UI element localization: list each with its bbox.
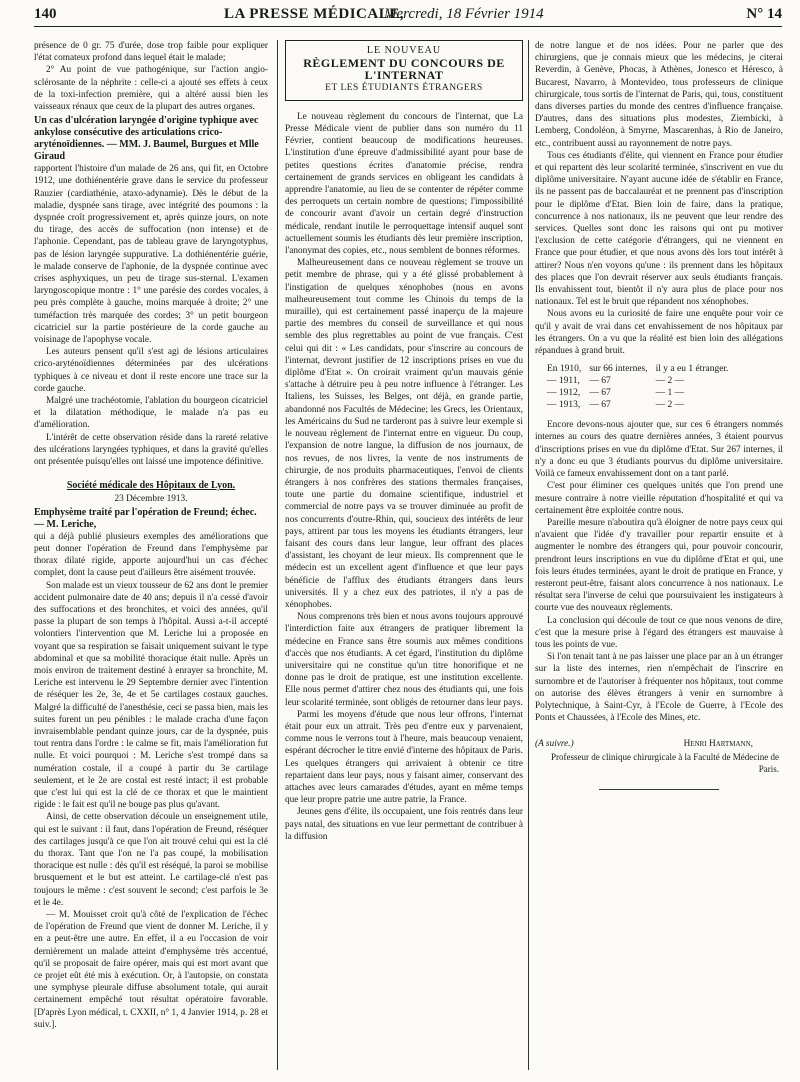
- paragraph: de notre langue et de nos idées. Pour ne parler que des chirurgiens, que je connais mieux que les médecins, je citerai Reverdin, à Genève, Phocas, à Athènes, Jonesco et Héresco, à Bucarest, Navarro, à Montevideo, tous professeurs de clinique chirurgicale, tous sortis de l'internat de Paris, qui, tous, constituent dans diverses parties du monde des centres d'influence française. D'autres, dans des situations plus modestes, Ziembicki, à Lemberg, Condoléon, à Smyrne, Mascarenhas, à Rio de Janeiro, etc., contribuent aussi au rayonnement de notre pays.: [535, 41, 783, 149]
- table-cell: — 2 —: [655, 376, 685, 387]
- table-cell: — 1 —: [655, 388, 685, 399]
- paragraph: La conclusion qui découle de tout ce que nous venons de dire, c'est que la mesure prise à l'égard des étrangers est mauvaise à tous les points de vue.: [535, 615, 783, 650]
- column-divider: [277, 40, 278, 1070]
- paragraph: Malgré une trachéotomie, l'ablation du bourgeon cicatriciel et la dilatation méthodique, le malade n'a pas eu d'amélioration.: [34, 396, 268, 431]
- paragraph: Les auteurs pensent qu'il s'est agi de lésions articulaires crico-aryténoïdiennes déterminées par des ulcérations typhiques à ce niveau et dont il reste encore une trace sur la corde gauche.: [34, 347, 268, 394]
- paragraph: L'intérêt de cette observation réside dans la rareté relative des ulcérations laryngées typhiques, et dans la gravité qu'elles ont présentée puisqu'elles ont laissé une impotence définitive.: [34, 432, 268, 468]
- issue-date: Mercredi, 18 Février 1914: [384, 6, 544, 22]
- table-cell: En 1910,: [547, 364, 582, 375]
- paragraph: Ainsi, de cette observation découle un enseignement utile, qui est le suivant : il faut, dans l'opération de Freund, réséquer des cartilages jusqu'à ce que l'on ait trouvé celui qui est la clé du thorax. Tant que l'on ne l'a pas coupé, la mobilisation thoracique est nulle : dès qu'il est réséqué, la paroi se mobilise brusquement et le but est atteint. Le cartilage-clé n'est pas toujours le même : c'est souvent le second; c'est parfois le 3e et le 4e.: [34, 812, 268, 908]
- table-row: [543, 399, 732, 411]
- paragraph: Malheureusement dans ce nouveau règlement se trouve un petit membre de phrase, qui y a été glissé probablement à l'instigation de quelques xénophobes (nous en avons malheureusement tout comme les Chinois du temps de la muraille), qui est certainement passé inaperçu de la majeure partie des membres du conseil de surveillance et qui nous semble des plus regrettables au point de vue français. C'est celui qui dit : « Les candidats, pour s'inscrire au concours de l'internat, devront justifier de 12 inscriptions prises en vue du diplôme d'Etat ». On croirait vraiment qu'un mauvais génie s'attache à détruire peu à peu notre influence à l'étranger. Les Italiens, les Suisses, les Belges, ont déjà, en grande partie, abandonné nos Facultés de Médecine; les Grecs, les Orientaux, les Américains du Sud ne tarderont pas à suivre leur exemple si le nouveau règlement de l'internat entre en vigueur. Du coup, l'expansion de notre langue, la diffusion de nos journaux, de nos revues, de nos livres, la vente de nos instruments de chirurgie, de nos produits pharmaceutiques, l'envoi de clients étrangers à nos confrères des stations thermales françaises, toute une partie du domaine scientifique, industriel et commercial de notre pays va se trouver diminuée au profit de nos concurrents d'outre-Rhin, qui, soucieux des intérêts de leur pays, attirent par tous les moyens les étudiants étrangers, leur faisant des cours dans leur langue, leur offrant des places d'assistant, les choyant de leur mieux. Ils comprennent que le médecin est un excellent agent d'influence et que leur pays bénéficie de l'afflux des étudiants étrangers dans leurs universités. Il y a chez eux des patriotes, il n'y a pas de xénophobes.: [285, 258, 523, 610]
- paragraph: Si l'on tenait tant à ne pas laisser une place par an à un étranger sur la liste des internes, rien n'empêchait de l'inscrire en surnombre et de l'autoriser à fréquenter nos hôpitaux, tout comme on autorise des élèves étrangers à venir en surnombre à Polytechnique, à Saint-Cyr, à l'Ecole de Guerre, à l'Ecole des Ponts et Chaussées, à l'Ecole des Mines, etc.: [535, 652, 783, 724]
- author-name: Henri Hartmann,: [683, 739, 753, 750]
- author-affiliation: Professeur de clinique chirurgicale à la Faculté de Médecine de Paris.: [551, 751, 779, 774]
- table-row: [543, 387, 732, 399]
- paragraph: rapportent l'histoire d'un malade de 26 ans, qui fit, en Octobre 1912, une dothiénentérie grave dans le service du professeur Rauzier (cardiathénie, ataxo-adynamie). Dès le début de la maladie, dyspnée sans tirage, avec intégrité des poumons : la dyspnée croît progressivement et, après quinze jours, on note du tirage, des accès de suffocation (non intense) et de l'aphonie. Cependant, pas de tableau grave de laryngotyphus, pas de lésion laryngée suppurative. La dothiénentérie guérie, le malade conserve de l'aphonie, de la dyspnée continue avec crises asphyxiques, un peu de tirage sus-sternal. L'examen laryngoscopique montre : 1° une parésie des cordes vocales, à peu près complète à gauche, moins marquée à droite; 2° une tuméfaction très marquée des cordes; 3° un petit bourgeon cicatriciel sur la partie postérieure de la corde gauche au voisinage de l'apophyse vocale.: [34, 164, 268, 346]
- paragraph: — M. Mouisset croit qu'à côté de l'explication de l'échec de l'opération de Freund que vient de donner M. Leriche, il y en a peut-être une autre. En effet, il a eu l'occasion de voir dernièrement un malade atteint d'emphysème très accentué, qu'il se proposait de faire opérer, mais qui est mort avant que ce projet eût été mis à exécution. Or, à l'autopsie, on constata une symphyse pleurale diffuse absolument totale, qui aurait certainement empêché tout résultat opératoire favorable. [D'après Lyon médical, t. CXXII, n° 1, 4 Janvier 1914, p. 28 et suiv.].: [34, 910, 268, 1030]
- paragraph: Le nouveau règlement du concours de l'internat, que La Presse Médicale vient de publier dans son numéro du 11 Février, contient beaucoup de modifications heureuses. L'institution d'une épreuve d'admissibilité ayant pour base de petites questions écrites d'anatomie précise, rendra certainement de grands services en obligeant les candidats à apprendre l'anatomie, au lieu de se contenter de répéter comme des perroquets un certain nombre de questions; l'impossibilité de concourir avant d'avoir un certain degré d'instruction médicale, rendant inutile le perroquettage intensif auquel sont actuellement soumis les étudiants dès leur première inscription, l'anonymat des copies, etc., nous semblent de bonnes réformes.: [285, 111, 523, 257]
- paragraph: Jeunes gens d'élite, ils occupaient, une fois rentrés dans leur pays natal, des situations en vue leur permettant de contribuer à la diffusion: [285, 807, 523, 842]
- issue-number: N° 14: [746, 6, 782, 22]
- signature-line: [535, 738, 783, 750]
- article-kicker: LE NOUVEAU: [366, 45, 442, 56]
- paragraph: C'est pour éliminer ces quelques unités que l'on prend une mesure contraire à notre vieille réputation d'hospitalité et qui va certainement être exploitée contre nous.: [535, 481, 783, 516]
- paragraph: Son malade est un vieux tousseur de 62 ans dont le premier accident pulmonaire date de 40 ans; depuis il n'a cessé d'avoir des suffocations et des bronchites, et voici des années, qu'il passe la plupart de son temps à l'hôpital. Aussi a-t-il accepté volontiers l'intervention que M. Leriche lui a proposée en voyant que sa respiration se faisait uniquement suivant le type abdominal et que sa mobilité thoracique était nulle. Après un mois environ de traitement destiné à enrayer sa bronchite, M. Leriche est intervenu le 29 Septembre dernier avec l'intention de réséquer les 2e, 3e, 4e et 5e cartilages costaux gauches. Malgré la difficulté de l'anesthésie, ceci se passa bien, mais les suites furent un peu pénibles : le malade cracha d'une façon invraisemblable pendant quinze jours, car de la dyspnée, puis tout rentra dans l'ordre : le calme se fit, mais l'amélioration fut nulle. Et voici pourquoi : M. Leriche s'est trompé dans sa numération costale, il a coupé à partir du 3e cartilage seulement, et le 2e are costal est resté intact; il est probable que c'est lui qui est la clé de ce thorax et que le maintient rigide : le fait est qu'il ne bouge pas plus qu'avant.: [34, 580, 268, 811]
- column-divider: [528, 40, 529, 1070]
- journal-title: LA PRESSE MÉDICALE,: [224, 6, 404, 22]
- column-left: [34, 40, 268, 1070]
- article-subtitle: ET LES ÉTUDIANTS ÉTRANGERS: [325, 82, 483, 93]
- page-number: 140: [34, 6, 57, 22]
- paragraph: Encore devons-nous ajouter que, sur ces 6 étrangers nommés internes au cours des quatre dernières années, 3 étaient pourvus d'inscriptions prises en vue du diplôme d'Etat. Sur 267 internes, il n'y a donc eu que 3 étudiants pourvus du diplôme universitaire. Voilà ce fameux envahissement dont on a tant parlé.: [535, 420, 783, 480]
- table-cell: — 1912,: [547, 388, 581, 399]
- table-cell: — 2 —: [655, 400, 685, 411]
- table-cell: — 1911,: [547, 376, 580, 387]
- table-row: [543, 363, 732, 375]
- column-right: [535, 40, 783, 1070]
- paragraph: Nous comprenons très bien et nous avons toujours approuvé l'interdiction faite aux étrangers de pratiquer librement la médecine en France sans être soumis aux mêmes conditions d'accès que nos étudiants. A cet égard, l'institution du diplôme universitaire qui ne constitue qu'un titre honorifique et ne donne pas le droit de pratique, est une institution excellente. Elle nous permet d'attirer chez nous des étudiants qui, une fois leur scolarité terminée, sont obligés de retourner dans leur pays.: [285, 612, 523, 708]
- paragraph: 2° Au point de vue pathogénique, sur l'action angio-sclérosante de la néphrite : celle-ci a ajouté ses effets à ceux de la toxi-infection première, qui a altéré aussi bien les vaisseaux rénaux que ceux de la plupart des autres organes.: [34, 65, 268, 113]
- table-cell: — 67: [589, 376, 611, 387]
- page-header: [34, 4, 782, 26]
- article-title-box: [285, 40, 523, 101]
- paragraph: présence de 0 gr. 75 d'urée, dose trop faible pour expliquer l'état comateux profond dans lequel était le malade;: [34, 41, 268, 64]
- table-row: [543, 375, 732, 387]
- paragraph: qui a déjà publié plusieurs exemples des améliorations que peut donner l'opération de Freund dans l'emphysème par thorax dilaté rigide, apporte aujourd'hui un cas d'échec complet, dont la cause peut d'ailleurs être aisément trouvée.: [34, 531, 268, 579]
- header-rule: [34, 26, 782, 27]
- to-be-continued: (A suivre.): [535, 739, 574, 750]
- paragraph: Nous avons eu la curiosité de faire une enquête pour voir ce qu'il y avait de vrai dans cet envahissement de nos hôpitaux par les étrangers. On a vu que la réalité est bien loin des allégations répandues à grand bruit.: [535, 309, 783, 357]
- table-cell: sur 66 internes,: [589, 364, 648, 375]
- table-cell: — 67: [589, 388, 611, 399]
- table-cell: — 1913,: [547, 400, 581, 411]
- society-title: Société médicale des Hôpitaux de Lyon.: [66, 480, 236, 492]
- end-rule: [599, 789, 719, 790]
- paragraph: Tous ces étudiants d'élite, qui viennent en France pour étudier et qui repartent dès leur scolarité terminée, s'inscrivent en vue du diplôme universitaire. N'ayant aucune idée de s'établir en France, ils ne passent pas de baccalauréat et ne prennent pas d'inscription pour le diplôme d'Etat. Bien loin de faire, dans la pratique, concurrence à nos nationaux, ils ne peuvent que leur rendre des services. Quelles sont donc les raisons qui ont pu motiver l'exclusion de cette catégorie d'étrangers, qui ne viennent en France que pour étudier, et que nous avons dès lors tout intérêt à attirer? Nous n'en voyons qu'une : ils prennent dans les hôpitaux des places que l'on devrait réserver aux seuls étudiants français. Ils envahissent tout, bientôt il n'y aura plus de place pour nos nationaux. Tel est le bruit que répandent nos xénophobes.: [535, 150, 783, 308]
- paragraph: Parmi les moyens d'étude que nous leur offrons, l'internat était pour eux un attrait. Très peu d'entre eux y parvenaient, comme nous le verrons tout à l'heure, mais beaucoup venaient, espérant décrocher le titre envié d'interne des hôpitaux de Paris. Les quelques étrangers qui arrivaient à obtenir ce titre repartaient dans leur pays, nous y faisant aimer, conservant des attaches avec leurs camarades d'études, ayant en même temps que leur propre patrie une autre patrie, la France.: [285, 709, 523, 806]
- article-title: RÈGLEMENT DU CONCOURS DE L'INTERNAT: [303, 56, 505, 83]
- column-middle: [285, 40, 523, 1070]
- table-cell: — 67: [589, 400, 611, 411]
- table-cell: il y a eu 1 étranger.: [655, 364, 729, 375]
- internes-table: [543, 363, 732, 411]
- section-heading: Emphysème traité par l'opération de Freund; échec. — M. Leriche,: [34, 506, 257, 530]
- society-date: 23 Décembre 1913.: [114, 493, 188, 504]
- paragraph: Pareille mesure n'aboutira qu'à éloigner de notre pays ceux qui n'avaient que l'idée d'y travailler pour repartir ensuite et à augmenter le nombre des étrangers qui, pour pouvoir concourir, prendront leurs inscriptions en vue du diplôme d'Etat et qui, une fois leurs études terminées, ayant le droit de pratique en France, y resteront peut-être, faisant alors concurrence à nos nationaux. Le résultat sera l'inverse de celui que poursuivaient les instigateurs à courte vue des nouveaux règlements.: [535, 517, 783, 614]
- section-heading: Un cas d'ulcération laryngée d'origine typhique avec ankylose consécutive des articulations crico-aryténoïdiennes. — MM. J. Baumel, Burgues et Mlle Giraud: [34, 115, 259, 163]
